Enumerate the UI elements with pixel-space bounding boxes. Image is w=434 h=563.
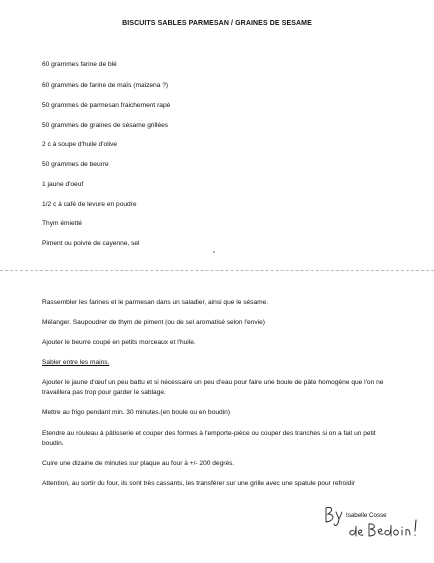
ingredient-item: 60 grammes de farine de maïs (maizena ?) (42, 82, 169, 89)
step-item: Mettre au frigo pendant min. 30 minutes.(en boule ou en boudin) (42, 409, 231, 416)
ingredient-item: 2 c à soupe d'huile d'olive (42, 141, 118, 148)
ingredient-item: Piment ou poivre de cayenne, sel (42, 240, 140, 247)
step-item: Sabler entre les mains. (42, 359, 110, 366)
ingredient-item: 50 grammes de beurre (42, 161, 109, 168)
author-name: Isabelle Cosse (346, 512, 387, 519)
ingredient-item: 50 grammes de parmesan fraichement rapé (42, 102, 171, 109)
step-item: Ajouter le jaune d'œuf un peu battu et si nécessaire un peu d'eau pour faire une boule de pâte homogène que l'on ne travaillera pas trop pour garder le sablage. (42, 379, 384, 396)
ingredient-item: 50 grammes de graines de sésame grillées (42, 122, 169, 129)
step-item: Ajouter le beurre coupé en petits morceaux et l'huile. (42, 339, 196, 346)
ingredient-item: 60 grammes farine de blé (42, 61, 117, 68)
step-item: Mélanger. Saupoudrer de thym de piment (ou de sel aromatisé selon l'envie) (42, 319, 266, 326)
step-item: Etendre au rouleau à pâtisserie et couper des formes à l'emporte-pièce ou couper des tranches si on a fait un petit boudin. (42, 430, 376, 447)
step-item: Rassembler les farines et le parmesan dans un saladier, ainsi que le sésame. (42, 299, 269, 306)
stray-mark (213, 251, 215, 253)
recipe-title: BISCUITS SABLES PARMESAN / GRAINES DE SESAME (122, 20, 312, 27)
handwritten-signature (322, 500, 422, 545)
section-divider (0, 270, 434, 271)
step-item: Attention, au sortir du four, ils sont très cassants, les transférer sur une grille avec une spatule pour refroidir (42, 480, 355, 487)
ingredient-item: 1/2 c à café de levure en poudre (42, 201, 137, 208)
ingredient-item: 1 jaune d'oeuf (42, 181, 84, 188)
step-item: Cuire une dizaine de minutes sur plaque au four à +/- 200 degrés. (42, 460, 235, 467)
ingredient-item: Thym émietté (42, 220, 82, 227)
